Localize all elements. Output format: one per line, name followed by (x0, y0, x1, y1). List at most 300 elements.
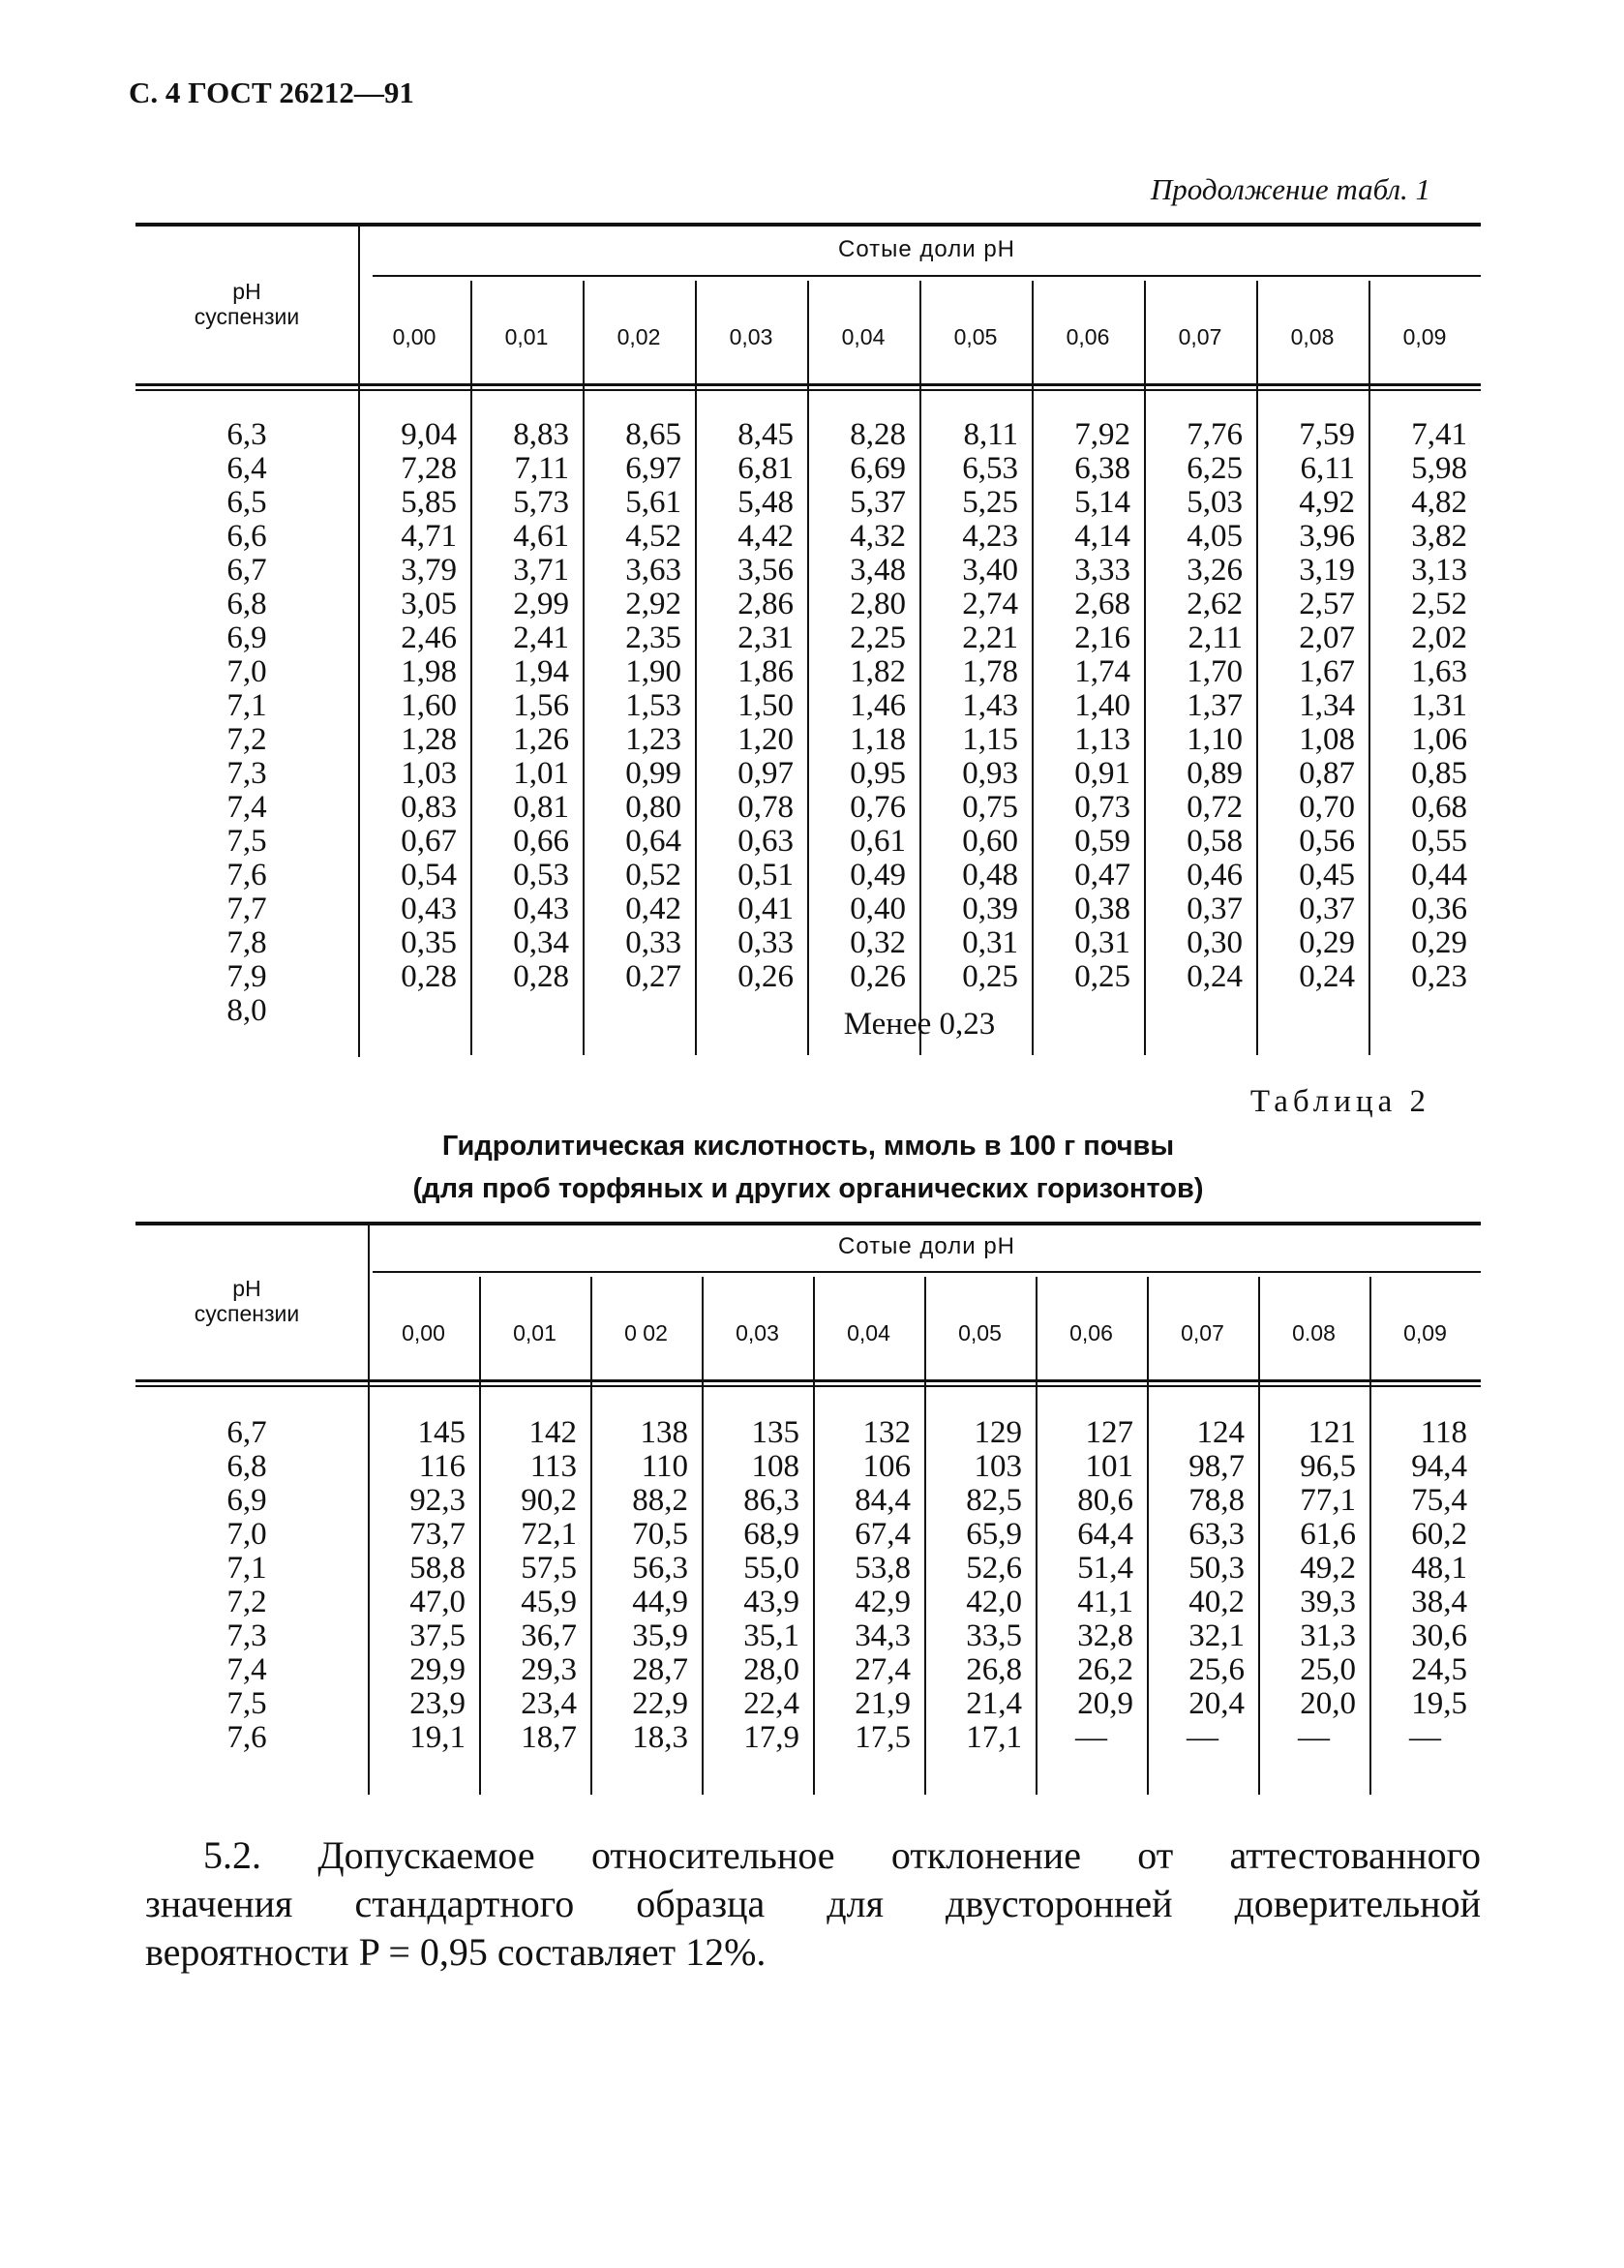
table-cell: 25,0 (1300, 1652, 1356, 1687)
table-cell: 4,23 (962, 519, 1018, 554)
table-cell: 44,9 (632, 1585, 688, 1619)
table-cell: 31,3 (1300, 1618, 1356, 1653)
t2-col-header-0: 0,00 (402, 1320, 445, 1346)
table-cell: 0,54 (401, 858, 457, 892)
table-cell: 1,53 (625, 688, 681, 723)
table-cell: 38,4 (1411, 1585, 1467, 1619)
table-cell: 5,73 (513, 485, 569, 520)
table-cell: 47,0 (409, 1585, 466, 1619)
table-cell: 96,5 (1300, 1449, 1356, 1484)
table-cell: 22,9 (632, 1686, 688, 1721)
table-row (135, 892, 1481, 926)
table2-row-header-line2: суспензии (194, 1301, 300, 1326)
table-cell: 1,23 (625, 722, 681, 757)
table-cell: 8,83 (513, 417, 569, 452)
table-row (135, 926, 1481, 960)
table-cell: 142 (528, 1415, 577, 1450)
table-cell: 3,79 (401, 553, 457, 588)
table-cell: 113 (529, 1449, 577, 1484)
table-cell: 1,13 (1074, 722, 1130, 757)
row-ph: 7,1 (226, 688, 267, 723)
table-cell: 3,26 (1187, 553, 1243, 588)
table-cell: 2,52 (1411, 587, 1467, 621)
table-cell: 0,26 (737, 959, 794, 994)
table-cell: 0,55 (1411, 824, 1467, 859)
t1-col-header-4: 0,04 (841, 324, 886, 349)
table-row (135, 486, 1481, 520)
table-cell: 72,1 (521, 1517, 577, 1552)
table-cell: 23,4 (521, 1686, 577, 1721)
table-cell: 4,52 (625, 519, 681, 554)
t1-col-header-9: 0,09 (1402, 324, 1447, 349)
table-cell: — (1298, 1720, 1330, 1755)
table-cell: 1,34 (1299, 688, 1355, 723)
table-cell: 40,2 (1188, 1585, 1245, 1619)
table-cell: 2,68 (1074, 587, 1130, 621)
table-cell: 36,7 (521, 1618, 577, 1653)
table-cell: 2,41 (513, 620, 569, 655)
row-ph: 6,5 (226, 485, 267, 520)
table-cell: 75,4 (1411, 1483, 1467, 1518)
table-cell: 6,81 (737, 451, 794, 486)
table-cell: 3,82 (1411, 519, 1467, 554)
table-cell: 98,7 (1188, 1449, 1245, 1484)
table-cell: 1,15 (962, 722, 1018, 757)
table-cell: 0,34 (513, 925, 569, 960)
table-cell: 82,5 (966, 1483, 1022, 1518)
table-cell: — (1409, 1720, 1441, 1755)
table-row (135, 825, 1481, 859)
table-cell: 41,1 (1077, 1585, 1133, 1619)
table-cell: 65,9 (966, 1517, 1022, 1552)
table-cell: 0,85 (1411, 756, 1467, 791)
table-cell: 8,65 (625, 417, 681, 452)
table-cell: 30,6 (1411, 1618, 1467, 1653)
table-cell: 0,43 (401, 892, 457, 926)
table-cell: 0,61 (850, 824, 906, 859)
table-continuation-label: Продолжение табл. 1 (1150, 172, 1430, 206)
table-cell: 4,05 (1187, 519, 1243, 554)
table-row (135, 1653, 1481, 1687)
table-cell: 4,61 (513, 519, 569, 554)
table-cell: 32,1 (1188, 1618, 1245, 1653)
table-cell: 0,26 (850, 959, 906, 994)
t2-col-header-4: 0,04 (847, 1320, 890, 1346)
table-cell: 22,4 (743, 1686, 799, 1721)
table-cell: 108 (751, 1449, 799, 1484)
table-cell: 1,01 (513, 756, 569, 791)
table-cell: 1,94 (513, 654, 569, 689)
table-row (135, 859, 1481, 892)
table-cell: 29,9 (409, 1652, 466, 1687)
table-cell: 0,58 (1187, 824, 1243, 859)
table-cell: 0,33 (625, 925, 681, 960)
table1-row-header-line2: суспензии (194, 304, 300, 329)
table-row-last (135, 993, 1481, 1042)
table-cell: 0,68 (1411, 790, 1467, 825)
table-cell: 60,2 (1411, 1517, 1467, 1552)
table-cell: 24,5 (1411, 1652, 1467, 1687)
table-cell: 5,98 (1411, 451, 1467, 486)
table-cell: 2,02 (1411, 620, 1467, 655)
table-cell: 42,0 (966, 1585, 1022, 1619)
table-row (135, 520, 1481, 554)
t2-col-header-3: 0,03 (736, 1320, 779, 1346)
table-cell: 67,4 (855, 1517, 911, 1552)
table-cell: 106 (862, 1449, 911, 1484)
t2-col-header-1: 0,01 (513, 1320, 556, 1346)
table-cell: 5,37 (850, 485, 906, 520)
table-cell: 1,70 (1187, 654, 1243, 689)
t1-col-header-7: 0,07 (1178, 324, 1222, 349)
table-cell: 2,07 (1299, 620, 1355, 655)
row-ph: 7,6 (226, 1720, 267, 1755)
table-cell: 2,35 (625, 620, 681, 655)
table-cell: 64,4 (1077, 1517, 1133, 1552)
table-cell: 5,03 (1187, 485, 1243, 520)
table-cell: 18,3 (632, 1720, 688, 1755)
table-cell: 4,32 (850, 519, 906, 554)
table-cell: 0,80 (625, 790, 681, 825)
table-cell: 0,78 (737, 790, 794, 825)
table-cell: 39,3 (1300, 1585, 1356, 1619)
table-row (135, 452, 1481, 486)
table-cell: 3,96 (1299, 519, 1355, 554)
t2-col-header-2: 0 02 (624, 1320, 668, 1346)
table-row (135, 791, 1481, 825)
table-cell: 4,14 (1074, 519, 1130, 554)
table-row (135, 1450, 1481, 1484)
table-row (135, 723, 1481, 757)
table-cell: 7,11 (514, 451, 569, 486)
table-cell: 0,35 (401, 925, 457, 960)
table-cell: 35,9 (632, 1618, 688, 1653)
table-cell: 90,2 (521, 1483, 577, 1518)
row-ph: 6,9 (226, 1483, 267, 1518)
table-cell: 2,92 (625, 587, 681, 621)
table-cell: 3,33 (1074, 553, 1130, 588)
table-cell: 145 (417, 1415, 466, 1450)
t1-col-header-6: 0,06 (1066, 324, 1110, 349)
table-cell: 2,74 (962, 587, 1018, 621)
t2-col-header-8: 0.08 (1292, 1320, 1336, 1346)
table-cell: 86,3 (743, 1483, 799, 1518)
table-cell: 116 (418, 1449, 466, 1484)
table-cell: 2,46 (401, 620, 457, 655)
row-ph: 7,0 (226, 654, 267, 689)
table-cell: 0,93 (962, 756, 1018, 791)
row-ph: 7,3 (226, 1618, 267, 1653)
table-cell: 2,11 (1188, 620, 1243, 655)
table-cell: 68,9 (743, 1517, 799, 1552)
table-cell: 6,38 (1074, 451, 1130, 486)
table-cell: 61,6 (1300, 1517, 1356, 1552)
table-cell: 3,40 (962, 553, 1018, 588)
table-cell: 0,29 (1411, 925, 1467, 960)
table-cell: 2,25 (850, 620, 906, 655)
table-cell: 28,7 (632, 1652, 688, 1687)
table-cell: 1,86 (737, 654, 794, 689)
table-cell: 8,45 (737, 417, 794, 452)
table-cell: 50,3 (1188, 1551, 1245, 1586)
table-cell: 3,19 (1299, 553, 1355, 588)
table-cell: 0,46 (1187, 858, 1243, 892)
table-cell: 6,11 (1300, 451, 1355, 486)
table-cell: 18,7 (521, 1720, 577, 1755)
table-cell: 127 (1085, 1415, 1133, 1450)
row-ph: 8,0 (226, 993, 267, 1028)
table-cell: 2,57 (1299, 587, 1355, 621)
table2-title-line1: Гидролитическая кислотность, ммоль в 100 г почвы (441, 1131, 1175, 1162)
table-cell: 9,04 (401, 417, 457, 452)
table-cell: 1,78 (962, 654, 1018, 689)
table1-group-rule (373, 275, 1481, 277)
table-cell: 0,99 (625, 756, 681, 791)
table-cell: 101 (1085, 1449, 1133, 1484)
table-cell: 0,59 (1074, 824, 1130, 859)
table-cell: 0,25 (962, 959, 1018, 994)
table-cell: 1,60 (401, 688, 457, 723)
table-cell: 0,67 (401, 824, 457, 859)
table-cell: 7,41 (1411, 417, 1467, 452)
table-cell: 21,9 (855, 1686, 911, 1721)
table-cell: 17,1 (966, 1720, 1022, 1755)
table-cell: 2,21 (962, 620, 1018, 655)
row-ph: 6,7 (226, 1415, 267, 1450)
table-cell: 1,08 (1299, 722, 1355, 757)
table-cell: 49,2 (1300, 1551, 1356, 1586)
table-cell: 0,87 (1299, 756, 1355, 791)
table-cell: 0,44 (1411, 858, 1467, 892)
table-cell: 0,72 (1187, 790, 1243, 825)
table-cell: 21,4 (966, 1686, 1022, 1721)
table-cell: 1,56 (513, 688, 569, 723)
t2-col-header-5: 0,05 (958, 1320, 1002, 1346)
table-cell: 20,4 (1188, 1686, 1245, 1721)
table-cell: 53,8 (855, 1551, 911, 1586)
table-row (135, 621, 1481, 655)
table-row (135, 1518, 1481, 1552)
table-cell: 0,42 (625, 892, 681, 926)
table-cell: 0,24 (1187, 959, 1243, 994)
table-cell: 0,24 (1299, 959, 1355, 994)
table-cell: 1,90 (625, 654, 681, 689)
table-row (135, 655, 1481, 689)
table-cell: 0,31 (962, 925, 1018, 960)
t1-col-header-1: 0,01 (504, 324, 549, 349)
row-ph: 7,5 (226, 1686, 267, 1721)
row-ph: 7,6 (226, 858, 267, 892)
table-cell: 0,29 (1299, 925, 1355, 960)
table-cell: 0,89 (1187, 756, 1243, 791)
table-cell: 92,3 (409, 1483, 466, 1518)
table-cell: 8,28 (850, 417, 906, 452)
row-ph: 7,2 (226, 1585, 267, 1619)
row-ph: 7,3 (226, 756, 267, 791)
table-cell: 0,53 (513, 858, 569, 892)
table-cell: 0,40 (850, 892, 906, 926)
table-cell: 1,82 (850, 654, 906, 689)
table-cell: 1,98 (401, 654, 457, 689)
table-row (135, 1687, 1481, 1721)
table2-row-header-line1: рН (232, 1276, 261, 1301)
table-cell: 80,6 (1077, 1483, 1133, 1518)
table-cell: 2,31 (737, 620, 794, 655)
table-cell: — (1187, 1720, 1218, 1755)
table-cell: 3,63 (625, 553, 681, 588)
table-cell: 0,56 (1299, 824, 1355, 859)
table-cell: 1,26 (513, 722, 569, 757)
table-cell: 7,28 (401, 451, 457, 486)
table-cell: 1,18 (850, 722, 906, 757)
row-ph: 7,0 (226, 1517, 267, 1552)
table-cell: 0,25 (1074, 959, 1130, 994)
table-cell: 0,75 (962, 790, 1018, 825)
table-cell: 3,71 (513, 553, 569, 588)
table-cell: 3,05 (401, 587, 457, 621)
table-cell: 0,38 (1074, 892, 1130, 926)
table-cell: 0,32 (850, 925, 906, 960)
row-ph: 7,4 (226, 1652, 267, 1687)
table-row (135, 1721, 1481, 1755)
t1-col-header-5: 0,05 (953, 324, 998, 349)
paragraph-line-3: вероятности P = 0,95 составляет 12%. (145, 1930, 767, 1974)
table-row (135, 1586, 1481, 1619)
row-ph: 7,4 (226, 790, 267, 825)
table-cell: 129 (974, 1415, 1022, 1450)
table-cell: 42,9 (855, 1585, 911, 1619)
table-cell: 32,8 (1077, 1618, 1133, 1653)
table-cell: 34,3 (855, 1618, 911, 1653)
table-cell: 1,37 (1187, 688, 1243, 723)
row-ph: 7,9 (226, 959, 267, 994)
table-cell: 1,43 (962, 688, 1018, 723)
table-cell: 0,28 (401, 959, 457, 994)
table-cell: 0,60 (962, 824, 1018, 859)
table-cell: 5,48 (737, 485, 794, 520)
row-ph: 6,9 (226, 620, 267, 655)
table-cell: 5,61 (625, 485, 681, 520)
table-cell: 5,14 (1074, 485, 1130, 520)
page-header: С. 4 ГОСТ 26212—91 (129, 76, 414, 109)
table-cell: 1,40 (1074, 688, 1130, 723)
table-cell: 1,74 (1074, 654, 1130, 689)
table-cell: 138 (640, 1415, 688, 1450)
table-cell: 6,53 (962, 451, 1018, 486)
table-cell: 4,71 (401, 519, 457, 554)
table-cell: 0,81 (513, 790, 569, 825)
table-cell: 1,03 (401, 756, 457, 791)
table-row (135, 554, 1481, 588)
table-cell: 2,62 (1187, 587, 1243, 621)
table-cell: 4,82 (1411, 485, 1467, 520)
row-ph: 7,7 (226, 892, 267, 926)
table-cell: 33,5 (966, 1618, 1022, 1653)
table-cell: 28,0 (743, 1652, 799, 1687)
table-cell: 103 (974, 1449, 1022, 1484)
table-cell: 0,83 (401, 790, 457, 825)
table1-top-rule (135, 223, 1481, 227)
table-cell: 0,97 (737, 756, 794, 791)
table-cell: 1,06 (1411, 722, 1467, 757)
table-row (135, 588, 1481, 621)
t2-col-header-9: 0,09 (1403, 1320, 1447, 1346)
table-cell: 0,43 (513, 892, 569, 926)
table-cell: 0,28 (513, 959, 569, 994)
table-cell: 6,69 (850, 451, 906, 486)
table-cell: 1,50 (737, 688, 794, 723)
table-cell: 7,59 (1299, 417, 1355, 452)
table-cell: 1,63 (1411, 654, 1467, 689)
table-cell: 20,0 (1300, 1686, 1356, 1721)
table-cell: 51,4 (1077, 1551, 1133, 1586)
table-cell: 3,13 (1411, 553, 1467, 588)
t1-col-header-3: 0,03 (729, 324, 773, 349)
table-cell: 0,23 (1411, 959, 1467, 994)
row-ph: 6,8 (226, 587, 267, 621)
table-cell: 35,1 (743, 1618, 799, 1653)
row-ph: 7,2 (226, 722, 267, 757)
table1-group-header: Сотые доли рН (838, 236, 1015, 262)
table-cell: 1,67 (1299, 654, 1355, 689)
table-cell: 77,1 (1300, 1483, 1356, 1518)
table1-row-header (135, 279, 358, 329)
table-cell: 8,11 (963, 417, 1018, 452)
table-cell: 0,49 (850, 858, 906, 892)
row-ph: 6,4 (226, 451, 267, 486)
paragraph-line-2: значения стандартного образца для двусторонней доверительной (145, 1882, 1481, 1925)
table-cell: 27,4 (855, 1652, 911, 1687)
paragraph-5-2 (145, 1831, 1481, 1977)
table-cell: 0,30 (1187, 925, 1243, 960)
table-cell: 132 (862, 1415, 911, 1450)
table-cell: 88,2 (632, 1483, 688, 1518)
row-ph: 6,8 (226, 1449, 267, 1484)
table-cell: 7,76 (1187, 417, 1243, 452)
table-cell: 0,33 (737, 925, 794, 960)
table2-header-rule-2 (135, 1385, 1481, 1387)
table-cell: 1,28 (401, 722, 457, 757)
table2-group-rule (373, 1271, 1481, 1273)
table-cell: 45,9 (521, 1585, 577, 1619)
table-cell: 0,47 (1074, 858, 1130, 892)
table-row (135, 418, 1481, 452)
table-cell: 5,85 (401, 485, 457, 520)
table-cell: 37,5 (409, 1618, 466, 1653)
table-row (135, 960, 1481, 994)
table-cell: 3,48 (850, 553, 906, 588)
table-cell: 0,51 (737, 858, 794, 892)
table-cell: 0,36 (1411, 892, 1467, 926)
table2-header-rule (135, 1379, 1481, 1382)
table-cell: 0,91 (1074, 756, 1130, 791)
table-cell: 0,45 (1299, 858, 1355, 892)
table2-group-header: Сотые доли рН (838, 1233, 1015, 1259)
table-cell: 0,70 (1299, 790, 1355, 825)
table2-row-header (135, 1276, 358, 1326)
table-cell: 43,9 (743, 1585, 799, 1619)
table-cell: 26,8 (966, 1652, 1022, 1687)
table-cell: 17,5 (855, 1720, 911, 1755)
table-row (135, 1552, 1481, 1586)
table-cell: 135 (751, 1415, 799, 1450)
table-cell: 2,16 (1074, 620, 1130, 655)
row-ph: 6,7 (226, 553, 267, 588)
table-cell: 4,42 (737, 519, 794, 554)
table-cell: 1,20 (737, 722, 794, 757)
table-row (135, 757, 1481, 791)
table-cell: 26,2 (1077, 1652, 1133, 1687)
